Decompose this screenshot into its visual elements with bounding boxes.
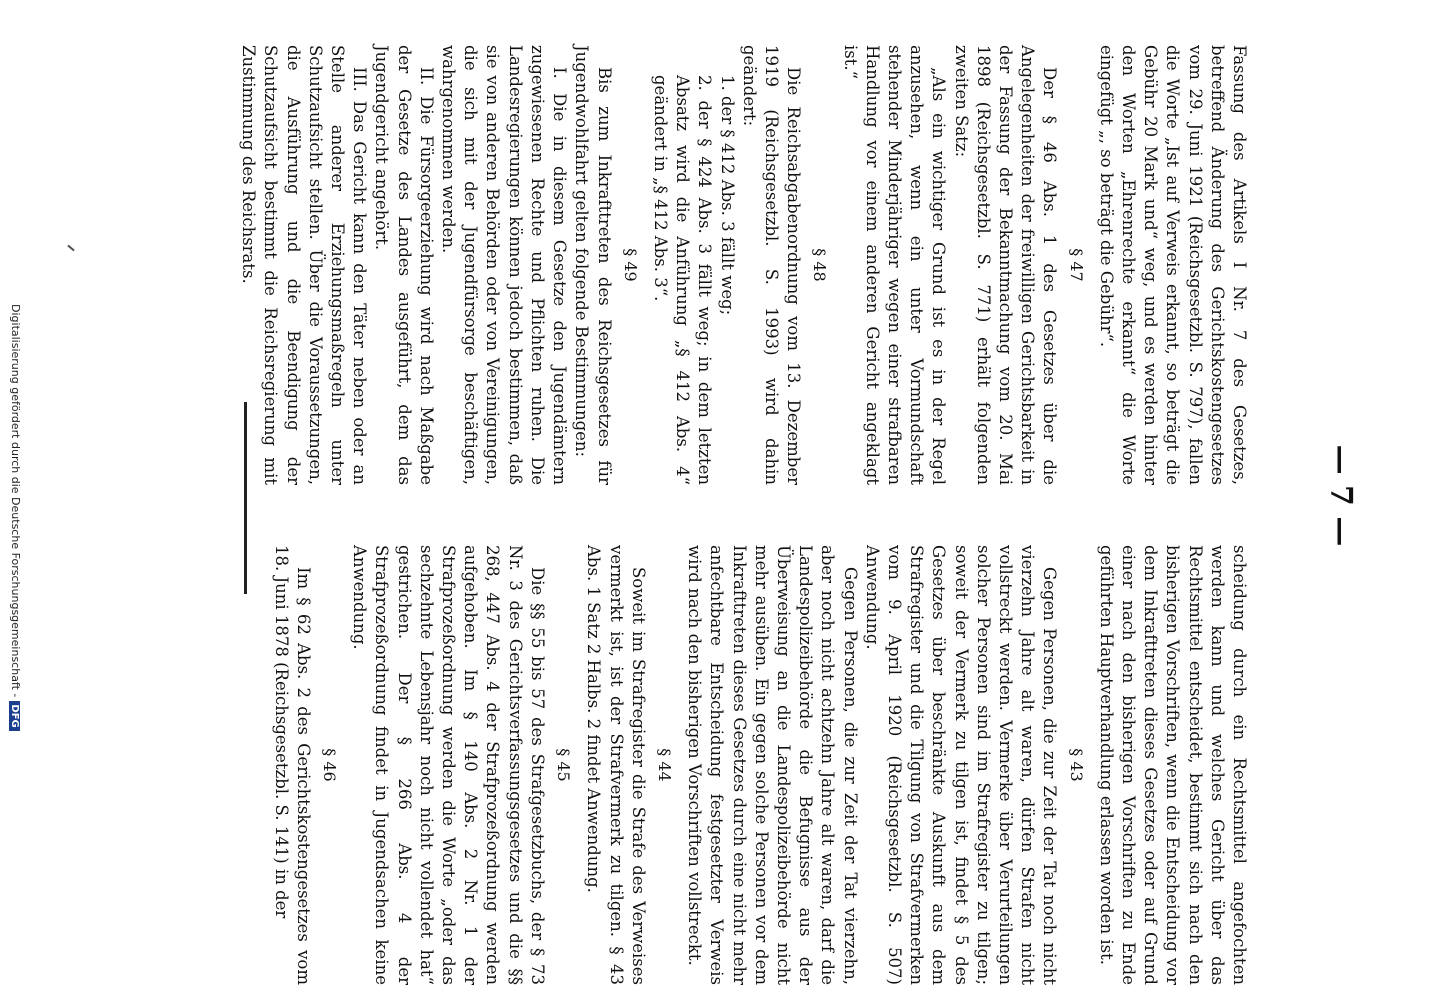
section-47-quote: „Als ein wichtiger Grund ist es in der Regel anzusehen, wenn ein unter Vormundschaft stehender Minderjähriger wegen einer strafbaren Handlung vor einem anderen Gericht angeklagt ist.“ — [840, 45, 949, 485]
dfg-logo: DFG — [9, 701, 20, 730]
section-49-text: Bis zum Inkrafttreten des Reichsgesetzes für Jugendwohlfahrt gelten folgende Bestimmungen: — [572, 45, 614, 485]
left-column — [269, 545, 1250, 985]
section-47-heading: § 47 — [1066, 248, 1086, 282]
section-49-item-3: III. Das Gericht kann den Täter neben oder an Stelle anderer Erziehungsmaßregeln unter Schutzaufsicht stellen. Über die Voraussetzungen, die Ausführung und die Beendigung der Schutzaufsicht bestimmt die Reichsregierung mit Zustimmung des Reichsrats. — [239, 45, 370, 485]
section-49-item-2: II. Die Fürsorgeerziehung wird nach Maßgabe der Gesetze des Landes ausgeführt, dem das Jugendgericht angehört. — [372, 45, 436, 485]
digitization-footer — [2, 304, 22, 1000]
section-49-item-1: I. Die in diesem Gesetze den Jugendämtern zugewiesenen Rechte und Pflichten ruhen. Die Landesregierungen können jedoch bestimmen, daß sie von anderen Behörden oder von Vereinigungen, die sich mit der Jugendfürsorge beschäftigen, wahrgenommen werden. — [439, 45, 570, 485]
footer-text: Digitalisierung gefördert durch die Deutsche Forschungsgemeinschaft - — [9, 304, 22, 698]
section-47-text: Der § 46 Abs. 1 des Gesetzes über die Angelegenheiten der freiwilligen Gerichtsbarkeit in der Fassung der Bekanntmachung vom 20. Mai 1898 (Reichsgesetzbl. S. 771) erhält folgenden zweiten Satz: — [951, 45, 1060, 485]
right-column — [237, 45, 1250, 485]
section-46-heading: § 46 — [320, 748, 340, 782]
section-48-list — [649, 45, 738, 485]
section-49-heading: § 49 — [620, 248, 640, 282]
section-48-text: Die Reichsabgabenordnung vom 13. Dezember 1919 (Reichsgesetzbl. S. 1993) wird dahin geändert: — [739, 45, 804, 485]
right-intro: Fassung des Artikels I Nr. 7 des Gesetzes, betreffend Änderung des Gerichtskostengesetzes vom 29. Juni 1921 (Reichsgesetzbl. S. 797), fallen die Worte „Ist auf Verweis erkannt, so beträgt die Gebühr 20 Mark und“ weg, und es werden hinter den Worten „Ehrenrechte erkannt“ die Worte eingefügt „, so beträgt die Gebühr“. — [1096, 45, 1249, 485]
left-intro: scheidung durch ein Rechtsmittel angefochten werden kann und welches Gericht über das Rechtsmittel entscheidet, bestimmt sich nach den bisherigen Vorschriften, wenn die Entscheidung vor dem Inkrafttreten dieses Gesetzes oder auf Grund einer nach den bisherigen Vorschriften zu Ende geführten Hauptverhandlung erlassen worden ist. — [1096, 545, 1249, 985]
list-item: 1. der § 412 Abs. 3 fällt weg; — [717, 75, 737, 316]
rotated-text-block — [239, 45, 1250, 1000]
section-43-text-2: Gegen Personen, die zur Zeit der Tat vierzehn, aber noch nicht achtzehn Jahre alt waren, darf die Landespolizeibehörde die Befugnisse aus der Überweisung an die Landespolizeibehörde nicht mehr ausüben. Ein gegen solche Personen vor dem Inkrafttreten dieses Gesetzes durch eine nicht mehr anfechtbare Entscheidung festgesetzter Verweis wird nach den bisherigen Vorschriften vollstreckt. — [685, 545, 860, 985]
section-43-text-1: Gegen Personen, die zur Zeit der Tat noch nicht vierzehn Jahre alt waren, dürfen Strafen nicht vollstreckt werden. Vermerke über Verurteilungen solcher Personen sind im Strafregister zu tilgen; soweit der Vermerk zu tilgen ist, findet § 5 des Gesetzes über beschränkte Auskunft aus dem Strafregister und die Tilgung von Strafvermerken vom 9. April 1920 (Reichsgesetzbl. S. 507) Anwendung. — [862, 545, 1060, 985]
section-45-text: Die §§ 55 bis 57 des Strafgesetzbuchs, der § 73 Nr. 3 des Gerichtsverfassungsgesetzes und die §§ 268, 447 Abs. 4 der Strafprozeßordnung werden aufgehoben. Im § 140 Abs. 2 Nr. 1 der Strafprozeßordnung werden die Worte „oder das sechzehnte Lebensjahr noch nicht vollendet hat“ gestrichen. Der § 266 Abs. 4 der Strafprozeßordnung findet in Jugendsachen keine Anwendung. — [350, 545, 547, 985]
section-48-heading: § 48 — [810, 248, 830, 282]
section-43-heading: § 43 — [1066, 748, 1086, 782]
list-item: 2. der § 424 Abs. 3 fällt weg; in dem letzten Absatz wird die Anführung „§ 412 Abs. 4“ geändert in „§ 412 Abs. 3“. — [650, 75, 715, 485]
column-end-rule — [244, 402, 247, 594]
section-44-heading: § 44 — [654, 748, 674, 782]
scan-speck — [67, 245, 74, 252]
section-45-heading: § 45 — [554, 748, 574, 782]
section-46-text: Im § 62 Abs. 2 des Gerichtskostengesetzes vom 18. Juni 1878 (Reichsgesetzbl. S. 141) in der — [271, 545, 313, 985]
section-44-text: Soweit im Strafregister die Strafe des Verweises vermerkt ist, ist der Strafvermerk zu tilgen. § 43 Abs. 1 Satz 2 Halbs. 2 findet Anwendung. — [584, 545, 648, 985]
page-number: — 7 — — [1323, 444, 1359, 547]
